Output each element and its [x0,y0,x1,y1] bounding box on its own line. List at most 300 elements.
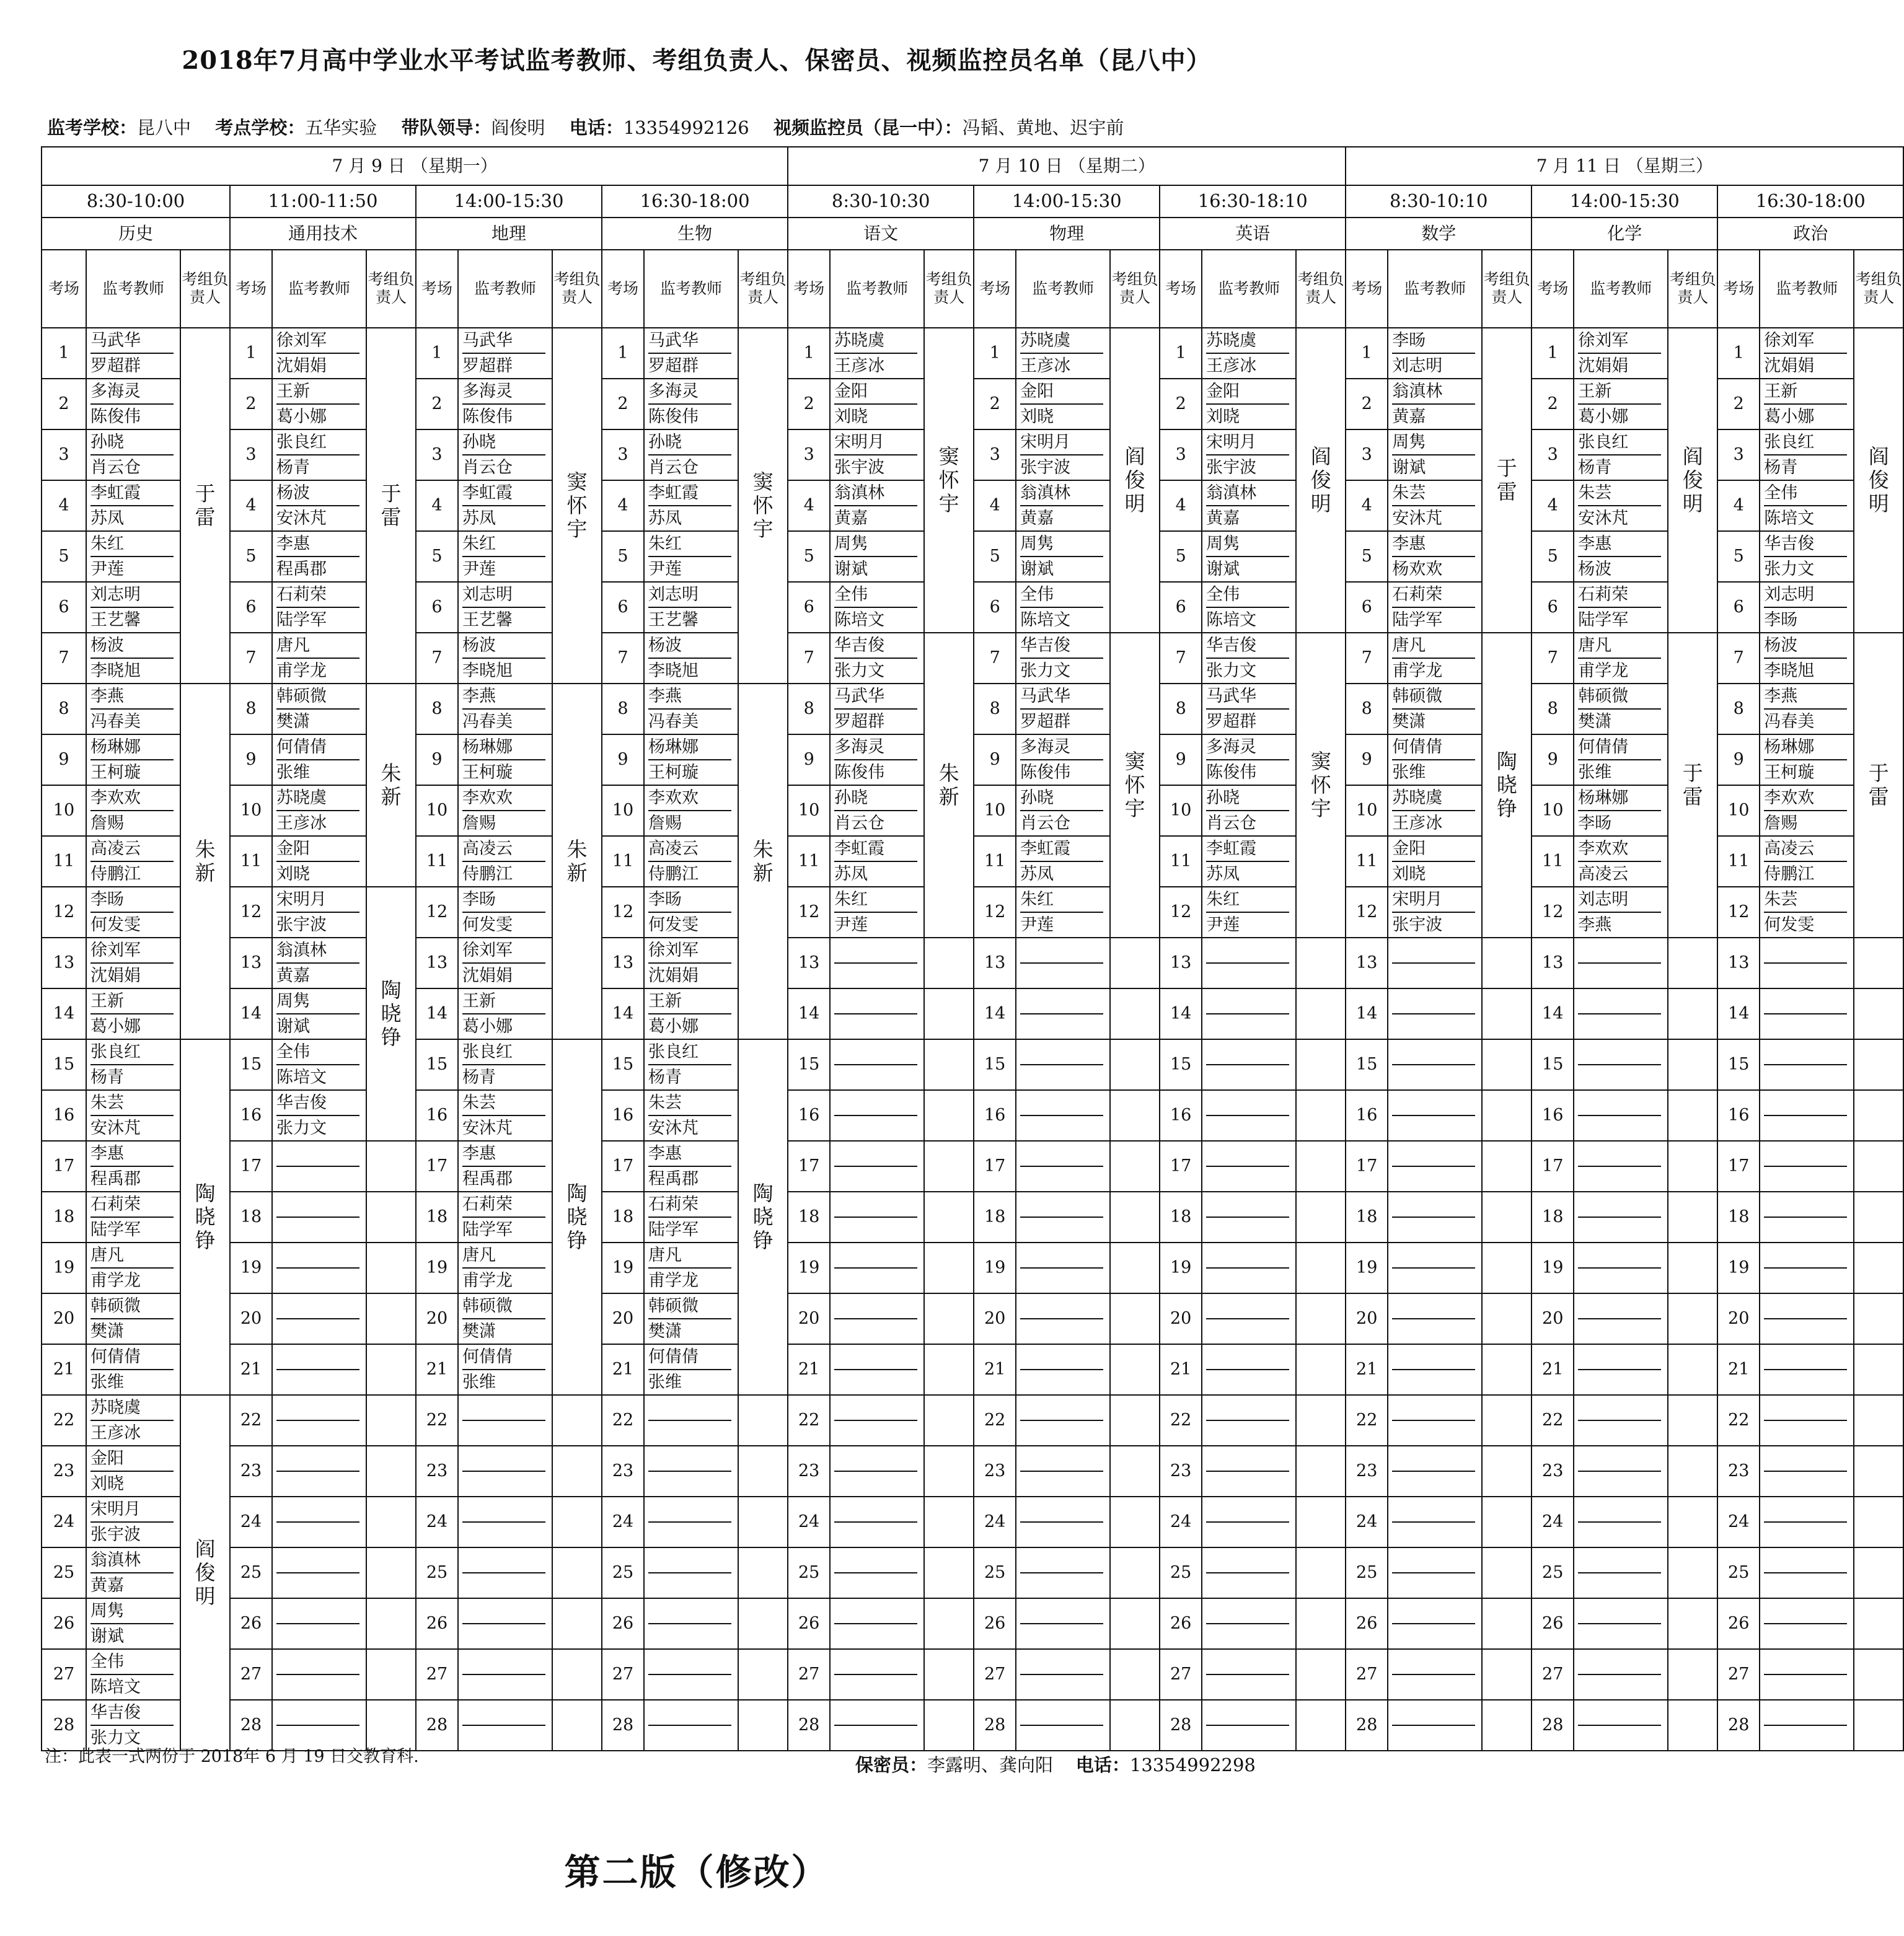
teacher-name [1020,938,1103,964]
room-number: 7 [42,633,86,684]
monitor-label: 视频监控员（昆一中）： [773,117,963,138]
group-leader-name: 窦怀宇 [938,444,959,516]
teacher-cell [1202,938,1296,988]
teacher-name: 李虹霞 [648,481,731,506]
teacher-name: 葛小娜 [1764,407,1815,426]
teacher-name: 张宇波 [1020,458,1071,477]
group-leader-empty [1482,1293,1532,1344]
room-number: 7 [974,633,1016,684]
teacher-cell [458,379,552,429]
room-number: 15 [1160,1039,1202,1090]
group-leader-name: 阎俊明 [1682,444,1703,516]
teacher-name [462,1726,545,1750]
teacher-cell [86,328,180,379]
teacher-name: 沈娟娟 [648,966,699,985]
teacher-name: 张良红 [1578,430,1661,455]
teacher-name [276,1573,359,1598]
teacher-name [1764,1294,1847,1319]
teacher-name [834,1548,917,1573]
room-number: 5 [1346,531,1388,582]
teacher-name: 安沐芃 [462,1119,513,1138]
teacher-name [1578,1548,1661,1573]
room-number: 22 [1160,1395,1202,1446]
room-number: 3 [1160,429,1202,480]
teacher-name [1578,1624,1661,1648]
group-leader [1668,633,1717,938]
room-number: 15 [974,1039,1016,1090]
group-leader-name: 阎俊明 [1868,444,1889,516]
teacher-name: 何倩倩 [462,1345,545,1370]
teacher-name [1764,1167,1847,1191]
teacher-name [1764,1243,1847,1269]
teacher-cell [272,1293,366,1344]
teacher-name [1578,1167,1661,1191]
teacher-cell [830,734,924,785]
teacher-name [1206,1497,1289,1523]
teacher-cell [1016,1192,1110,1243]
teacher-name: 马武华 [90,328,174,354]
teacher-name [834,1116,917,1140]
group-leader-empty [1854,938,1903,988]
teacher-name: 侍鹏江 [462,865,513,884]
teacher-cell [1760,785,1854,836]
room-number: 26 [602,1598,644,1649]
teacher-cell [1760,1039,1854,1090]
teacher-name: 张力文 [1764,560,1815,579]
room-number: 3 [230,429,272,480]
group-leader-empty [1296,1395,1346,1446]
teacher-name [1020,1294,1103,1319]
teacher-name: 何倩倩 [648,1345,731,1370]
room-number: 8 [42,684,86,734]
room-number: 10 [602,785,644,836]
teacher-name: 杨波 [276,481,359,506]
teacher-name: 李虹霞 [1206,837,1289,862]
group-leader-empty [1110,1598,1160,1649]
teacher-name: 樊潇 [90,1322,124,1341]
room-number: 1 [788,328,830,379]
teacher-name: 金阳 [1206,379,1289,405]
teacher-name [648,1446,731,1472]
teacher-cell [1760,1243,1854,1293]
teacher-cell [458,1293,552,1344]
room-number: 9 [788,734,830,785]
teacher-name: 张维 [1392,763,1426,782]
room-number: 17 [1532,1141,1574,1192]
day-header: 7 月 9 日 （星期一） [42,147,788,185]
group-leader-empty [1296,1192,1346,1243]
group-leader-empty [1296,1598,1346,1649]
document-title: 2018年7月高中学业水平考试监考教师、考组负责人、保密员、视频监控员名单（昆八中） [182,46,1212,75]
room-number: 24 [974,1497,1016,1547]
room-number: 10 [1346,785,1388,836]
teacher-name [1392,1650,1475,1675]
teacher-name: 侍鹏江 [1764,865,1815,884]
teacher-cell [1202,988,1296,1039]
group-leader-empty [1668,1141,1717,1192]
teacher-name [648,1726,731,1750]
teacher-name [1392,1726,1475,1750]
group-leader-empty [1110,1547,1160,1598]
teacher-cell [1202,328,1296,379]
teacher-name [1206,1675,1289,1699]
teacher-name [1392,1446,1475,1472]
teacher-cell [458,1243,552,1293]
teacher-name [834,1269,917,1293]
teacher-name [834,1192,917,1218]
teacher-name: 杨琳娜 [648,735,731,760]
room-number: 24 [1717,1497,1760,1547]
teacher-name [1020,1014,1103,1039]
teacher-cell [458,1446,552,1497]
teacher-name: 全伟 [1764,481,1847,506]
teacher-name [648,1548,731,1573]
room-number: 6 [1160,582,1202,633]
teacher-cell [458,887,552,938]
teacher-name: 陈培文 [90,1678,141,1697]
room-number: 9 [416,734,458,785]
teacher-name: 陈培文 [1020,610,1071,630]
teacher-cell [1202,1192,1296,1243]
teacher-name: 尹莲 [834,915,868,935]
teacher-name [1764,1142,1847,1167]
room-row [42,1243,1903,1293]
teacher-cell [86,1446,180,1497]
teacher-name: 刘志明 [1578,887,1661,913]
teacher-cell [1760,734,1854,785]
teacher-name: 刘志明 [648,583,731,608]
group-leader-empty [1854,1039,1903,1090]
teacher-name: 樊潇 [1392,712,1426,731]
subject-header: 通用技术 [230,218,416,250]
teacher-name [276,1269,359,1293]
teacher-cell [1016,988,1110,1039]
room-number: 10 [788,785,830,836]
teacher-name [1206,1446,1289,1472]
teacher-name [1764,1523,1847,1547]
group-leader [924,633,974,938]
secret-phone: 13354992298 [1129,1754,1256,1775]
room-number: 3 [42,429,86,480]
room-number: 3 [1717,429,1760,480]
teacher-name: 孙晓 [1020,786,1103,811]
room-number: 12 [1346,887,1388,938]
teacher-name [1206,1040,1289,1065]
teacher-name: 翁滇林 [276,938,359,964]
teacher-name [648,1472,731,1496]
teacher-name: 肖云仓 [1020,814,1071,833]
group-leader-empty [738,1547,788,1598]
teacher-cell [458,1598,552,1649]
room-number: 9 [1346,734,1388,785]
teacher-name: 苏凤 [648,509,682,528]
teacher-name [1578,1472,1661,1496]
teacher-cell [272,429,366,480]
teacher-name [834,1396,917,1421]
teacher-cell [272,1039,366,1090]
group-leader-name: 阎俊明 [1124,444,1145,516]
teacher-cell [1760,1649,1854,1700]
teacher-name [276,1599,359,1624]
group-leader-empty [1110,1700,1160,1751]
teacher-name [648,1523,731,1547]
room-number: 9 [602,734,644,785]
teacher-name [834,1065,917,1089]
group-leader-empty [924,1497,974,1547]
teacher-name: 葛小娜 [648,1017,699,1036]
teacher-name [1392,1345,1475,1370]
teacher-cell [830,684,924,734]
teacher-name [1578,1040,1661,1065]
teacher-name [276,1624,359,1648]
teacher-name: 甫学龙 [276,661,327,680]
teacher-name [1392,938,1475,964]
teacher-name [1764,1218,1847,1242]
room-number: 11 [788,836,830,887]
teacher-name [1206,1624,1289,1648]
teacher-name: 全伟 [1206,583,1289,608]
teacher-cell [1574,379,1668,429]
monitor-value: 冯韬、黄地、迟宇前 [962,117,1124,138]
teacher-cell [1760,531,1854,582]
room-number: 19 [602,1243,644,1293]
teacher-name: 李惠 [1392,532,1475,557]
group-leader-empty [1110,1243,1160,1293]
room-number: 25 [416,1547,458,1598]
group-leader-name: 阎俊明 [1310,444,1331,516]
room-number: 20 [1717,1293,1760,1344]
room-number: 12 [416,887,458,938]
group-leader-empty [738,1700,788,1751]
teacher-name: 李欢欢 [462,786,545,811]
teacher-name: 华吉俊 [1206,633,1289,659]
room-number: 23 [1160,1446,1202,1497]
teacher-name [1020,1523,1103,1547]
group-leader-empty [738,1598,788,1649]
site-value: 五华实验 [305,117,377,138]
teacher-cell [458,1192,552,1243]
group-leader-name: 于雷 [1496,456,1517,504]
teacher-cell [272,1344,366,1395]
teacher-name: 张良红 [648,1040,731,1065]
room-number: 17 [602,1141,644,1192]
group-leader [366,887,416,1141]
teacher-name: 王新 [1764,379,1847,405]
teacher-name: 樊潇 [1578,712,1612,731]
teacher-name [1392,1599,1475,1624]
teacher-cell [1202,734,1296,785]
room-number: 23 [1717,1446,1760,1497]
group-leader-empty [552,1598,602,1649]
teacher-name: 马武华 [462,328,545,354]
room-number: 22 [230,1395,272,1446]
room-number: 25 [788,1547,830,1598]
teacher-name [276,1497,359,1523]
room-number: 6 [788,582,830,633]
teacher-name: 高凌云 [462,837,545,862]
room-number: 16 [602,1090,644,1141]
teacher-name [462,1573,545,1598]
subject-header: 地理 [416,218,602,250]
room-number: 16 [1346,1090,1388,1141]
group-leader-empty [1296,1039,1346,1090]
teacher-name: 王彦冰 [1020,356,1071,376]
teacher-name [1578,1116,1661,1140]
info-line [47,114,1386,139]
teacher-name: 葛小娜 [462,1017,513,1036]
teacher-name [1392,1319,1475,1344]
teacher-col-header: 监考教师 [644,250,738,328]
teacher-cell [86,988,180,1039]
teacher-cell [1202,1649,1296,1700]
teacher-name: 张宇波 [834,458,885,477]
teacher-name: 刘晓 [276,865,310,884]
room-number: 11 [1346,836,1388,887]
teacher-cell [458,531,552,582]
room-number: 28 [1717,1700,1760,1751]
room-number: 6 [416,582,458,633]
teacher-name: 陆学军 [1392,610,1443,630]
teacher-cell [830,836,924,887]
group-leader [1668,328,1717,633]
teacher-cell [1574,836,1668,887]
teacher-name [462,1650,545,1675]
teacher-cell [1760,938,1854,988]
room-number: 8 [788,684,830,734]
teacher-cell [1574,1090,1668,1141]
teacher-name: 李旸 [1578,814,1612,833]
teacher-name: 苏凤 [1206,865,1240,884]
teacher-name: 樊潇 [462,1322,496,1341]
teacher-cell [830,1141,924,1192]
teacher-name: 李旸 [462,887,545,913]
room-row [42,1395,1903,1446]
teacher-col-header: 监考教师 [1202,250,1296,328]
subject-header: 物理 [974,218,1160,250]
group-leader [738,328,788,684]
room-number: 23 [1346,1446,1388,1497]
room-number: 20 [230,1293,272,1344]
teacher-name: 尹莲 [462,560,496,579]
group-leader [180,684,230,1039]
room-number: 9 [230,734,272,785]
teacher-cell [272,988,366,1039]
teacher-cell [644,1090,738,1141]
teacher-name [1020,1040,1103,1065]
teacher-name [1206,938,1289,964]
teacher-name: 何倩倩 [276,735,359,760]
teacher-name [1206,1599,1289,1624]
subject-header: 政治 [1717,218,1903,250]
teacher-cell [1202,785,1296,836]
teacher-cell [272,1598,366,1649]
teacher-name [1392,1396,1475,1421]
teacher-name: 杨波 [1764,633,1847,659]
room-number: 18 [230,1192,272,1243]
teacher-cell [86,1090,180,1141]
teacher-name: 张力文 [276,1119,327,1138]
room-number: 25 [602,1547,644,1598]
teacher-cell [644,1547,738,1598]
teacher-name [1020,1116,1103,1140]
teacher-name [1764,1421,1847,1445]
group-leader-empty [1110,1497,1160,1547]
group-leader-empty [366,1598,416,1649]
teacher-cell [458,1090,552,1141]
teacher-cell [272,633,366,684]
teacher-name [1206,1472,1289,1496]
room-number: 3 [602,429,644,480]
group-leader-empty [552,1547,602,1598]
teacher-cell [1388,328,1482,379]
teacher-name [1764,1091,1847,1116]
group-leader-name: 阎俊明 [195,1537,216,1608]
teacher-name [1020,1675,1103,1699]
room-col-header: 考场 [230,250,272,328]
teacher-cell [1016,1039,1110,1090]
teacher-name: 詹赐 [1764,814,1798,833]
room-number: 28 [1532,1700,1574,1751]
room-number: 5 [974,531,1016,582]
teacher-name: 陈培文 [1206,610,1257,630]
group-leader-empty [366,1141,416,1192]
teacher-name: 张良红 [90,1040,174,1065]
teacher-cell [1202,1547,1296,1598]
room-number: 14 [788,988,830,1039]
teacher-name: 朱芸 [90,1091,174,1116]
teacher-name: 张维 [462,1373,496,1392]
teacher-name [1578,1294,1661,1319]
teacher-cell [1574,1598,1668,1649]
group-leader-empty [1668,1344,1717,1395]
teacher-name [1206,1065,1289,1089]
teacher-cell [830,429,924,480]
teacher-name [1206,1192,1289,1218]
teacher-name [1392,1675,1475,1699]
room-number: 16 [230,1090,272,1141]
teacher-cell [644,1293,738,1344]
teacher-name: 李晓旭 [648,661,699,680]
room-number: 2 [1160,379,1202,429]
teacher-cell [86,734,180,785]
group-leader-empty [1854,1446,1903,1497]
teacher-cell [86,1192,180,1243]
group-leader-name: 陶晓铮 [752,1181,774,1252]
room-number: 18 [974,1192,1016,1243]
room-number: 23 [788,1446,830,1497]
teacher-name [1392,1701,1475,1726]
teacher-name [1206,1396,1289,1421]
room-number: 25 [1160,1547,1202,1598]
teacher-name [1020,1065,1103,1089]
group-leader [738,1039,788,1395]
teacher-cell [1388,1192,1482,1243]
subject-header: 语文 [788,218,974,250]
room-number: 4 [42,480,86,531]
group-leader-empty [1296,938,1346,988]
teacher-name: 李燕 [90,684,174,710]
teacher-name [834,1421,917,1445]
group-leader-empty [924,1141,974,1192]
teacher-name [834,1599,917,1624]
room-number: 15 [42,1039,86,1090]
teacher-cell [1760,1141,1854,1192]
room-number: 6 [1717,582,1760,633]
teacher-name [1206,1523,1289,1547]
teacher-name: 安沐芃 [648,1119,699,1138]
group-leader-empty [1296,1090,1346,1141]
teacher-name: 王柯璇 [90,763,141,782]
